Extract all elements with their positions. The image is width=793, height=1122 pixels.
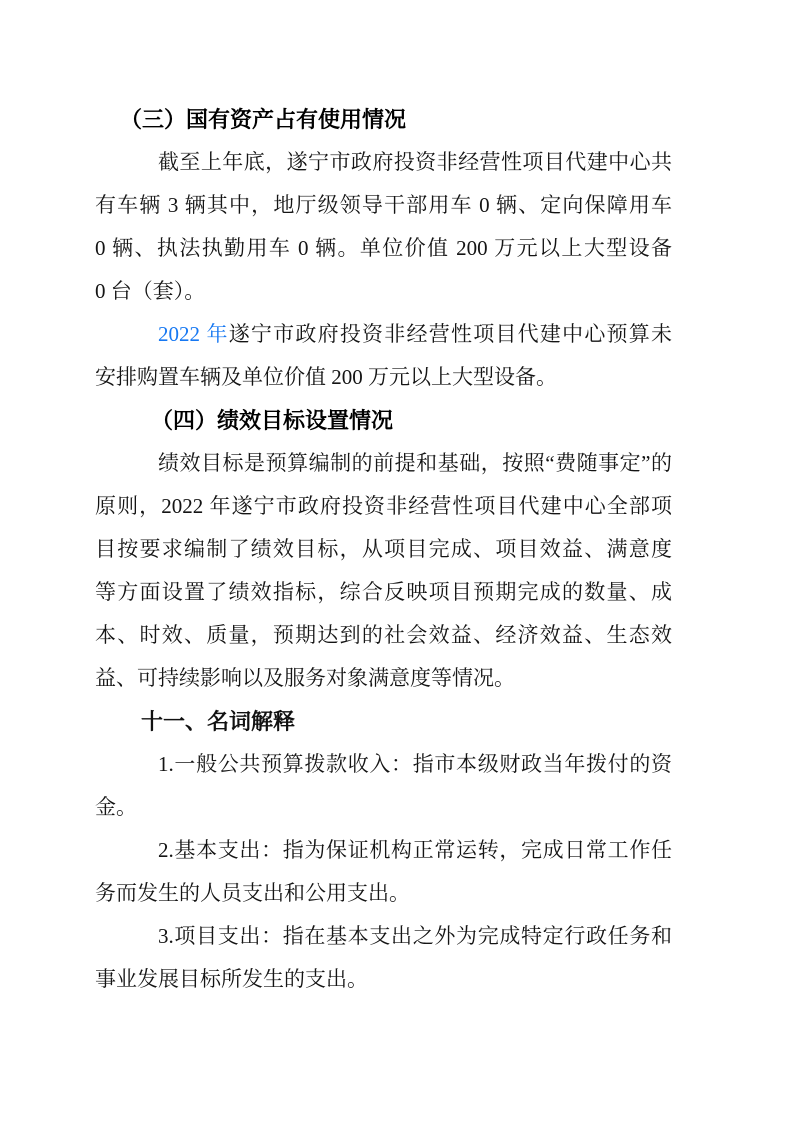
para-performance-line-4: 等方面设置了绩效指标，综合反映项目预期完成的数量、成	[95, 580, 672, 604]
para-performance-line-5: 本、时效、质量，预期达到的社会效益、经济效益、生态效	[95, 623, 672, 647]
year-2022-highlight: 2022 年	[158, 322, 229, 346]
para-2022-budget-line-1	[95, 313, 672, 356]
para-2022-budget-line-1-rest: 遂宁市政府投资非经营性项目代建中心预算未	[228, 322, 672, 346]
heading-section-4-performance-targets: （四）绩效目标设置情况	[151, 408, 394, 433]
term-3-project-expenditure-line-2: 事业发展目标所发生的支出。	[95, 967, 368, 991]
para-performance-line-6: 益、可持续影响以及服务对象满意度等情况。	[95, 666, 515, 690]
para-performance-line-2: 原则，2022 年遂宁市政府投资非经营性项目代建中心全部项	[95, 494, 672, 518]
para-performance-line-1: 绩效目标是预算编制的前提和基础，按照“费随事定”的	[158, 451, 672, 475]
document-text-block	[95, 98, 672, 1001]
term-1-general-budget-income-line-1: 1.一般公共预算拨款收入：指市本级财政当年拨付的资	[158, 752, 672, 776]
heading-section-3-state-assets: （三）国有资产占有使用情况	[120, 107, 407, 132]
term-2-basic-expenditure-line-2: 务而发生的人员支出和公用支出。	[95, 881, 410, 905]
term-1-general-budget-income-line-2: 金。	[95, 795, 137, 819]
term-2-basic-expenditure-line-1: 2.基本支出：指为保证机构正常运转，完成日常工作任	[158, 838, 672, 862]
para-assets-line-1: 截至上年底，遂宁市政府投资非经营性项目代建中心共	[158, 150, 672, 174]
para-assets-line-4: 0 台（套）。	[95, 279, 206, 303]
para-performance-line-3: 目按要求编制了绩效目标，从项目完成、项目效益、满意度	[95, 537, 672, 561]
term-3-project-expenditure-line-1: 3.项目支出：指在基本支出之外为完成特定行政任务和	[158, 924, 672, 948]
para-assets-line-3: 0 辆、执法执勤用车 0 辆。单位价值 200 万元以上大型设备	[95, 236, 672, 260]
para-assets-line-2: 有车辆 3 辆其中，地厅级领导干部用车 0 辆、定向保障用车	[95, 193, 672, 217]
heading-chapter-11-glossary: 十一、名词解释	[141, 709, 296, 734]
para-2022-budget-line-2: 安排购置车辆及单位价值 200 万元以上大型设备。	[95, 365, 557, 389]
